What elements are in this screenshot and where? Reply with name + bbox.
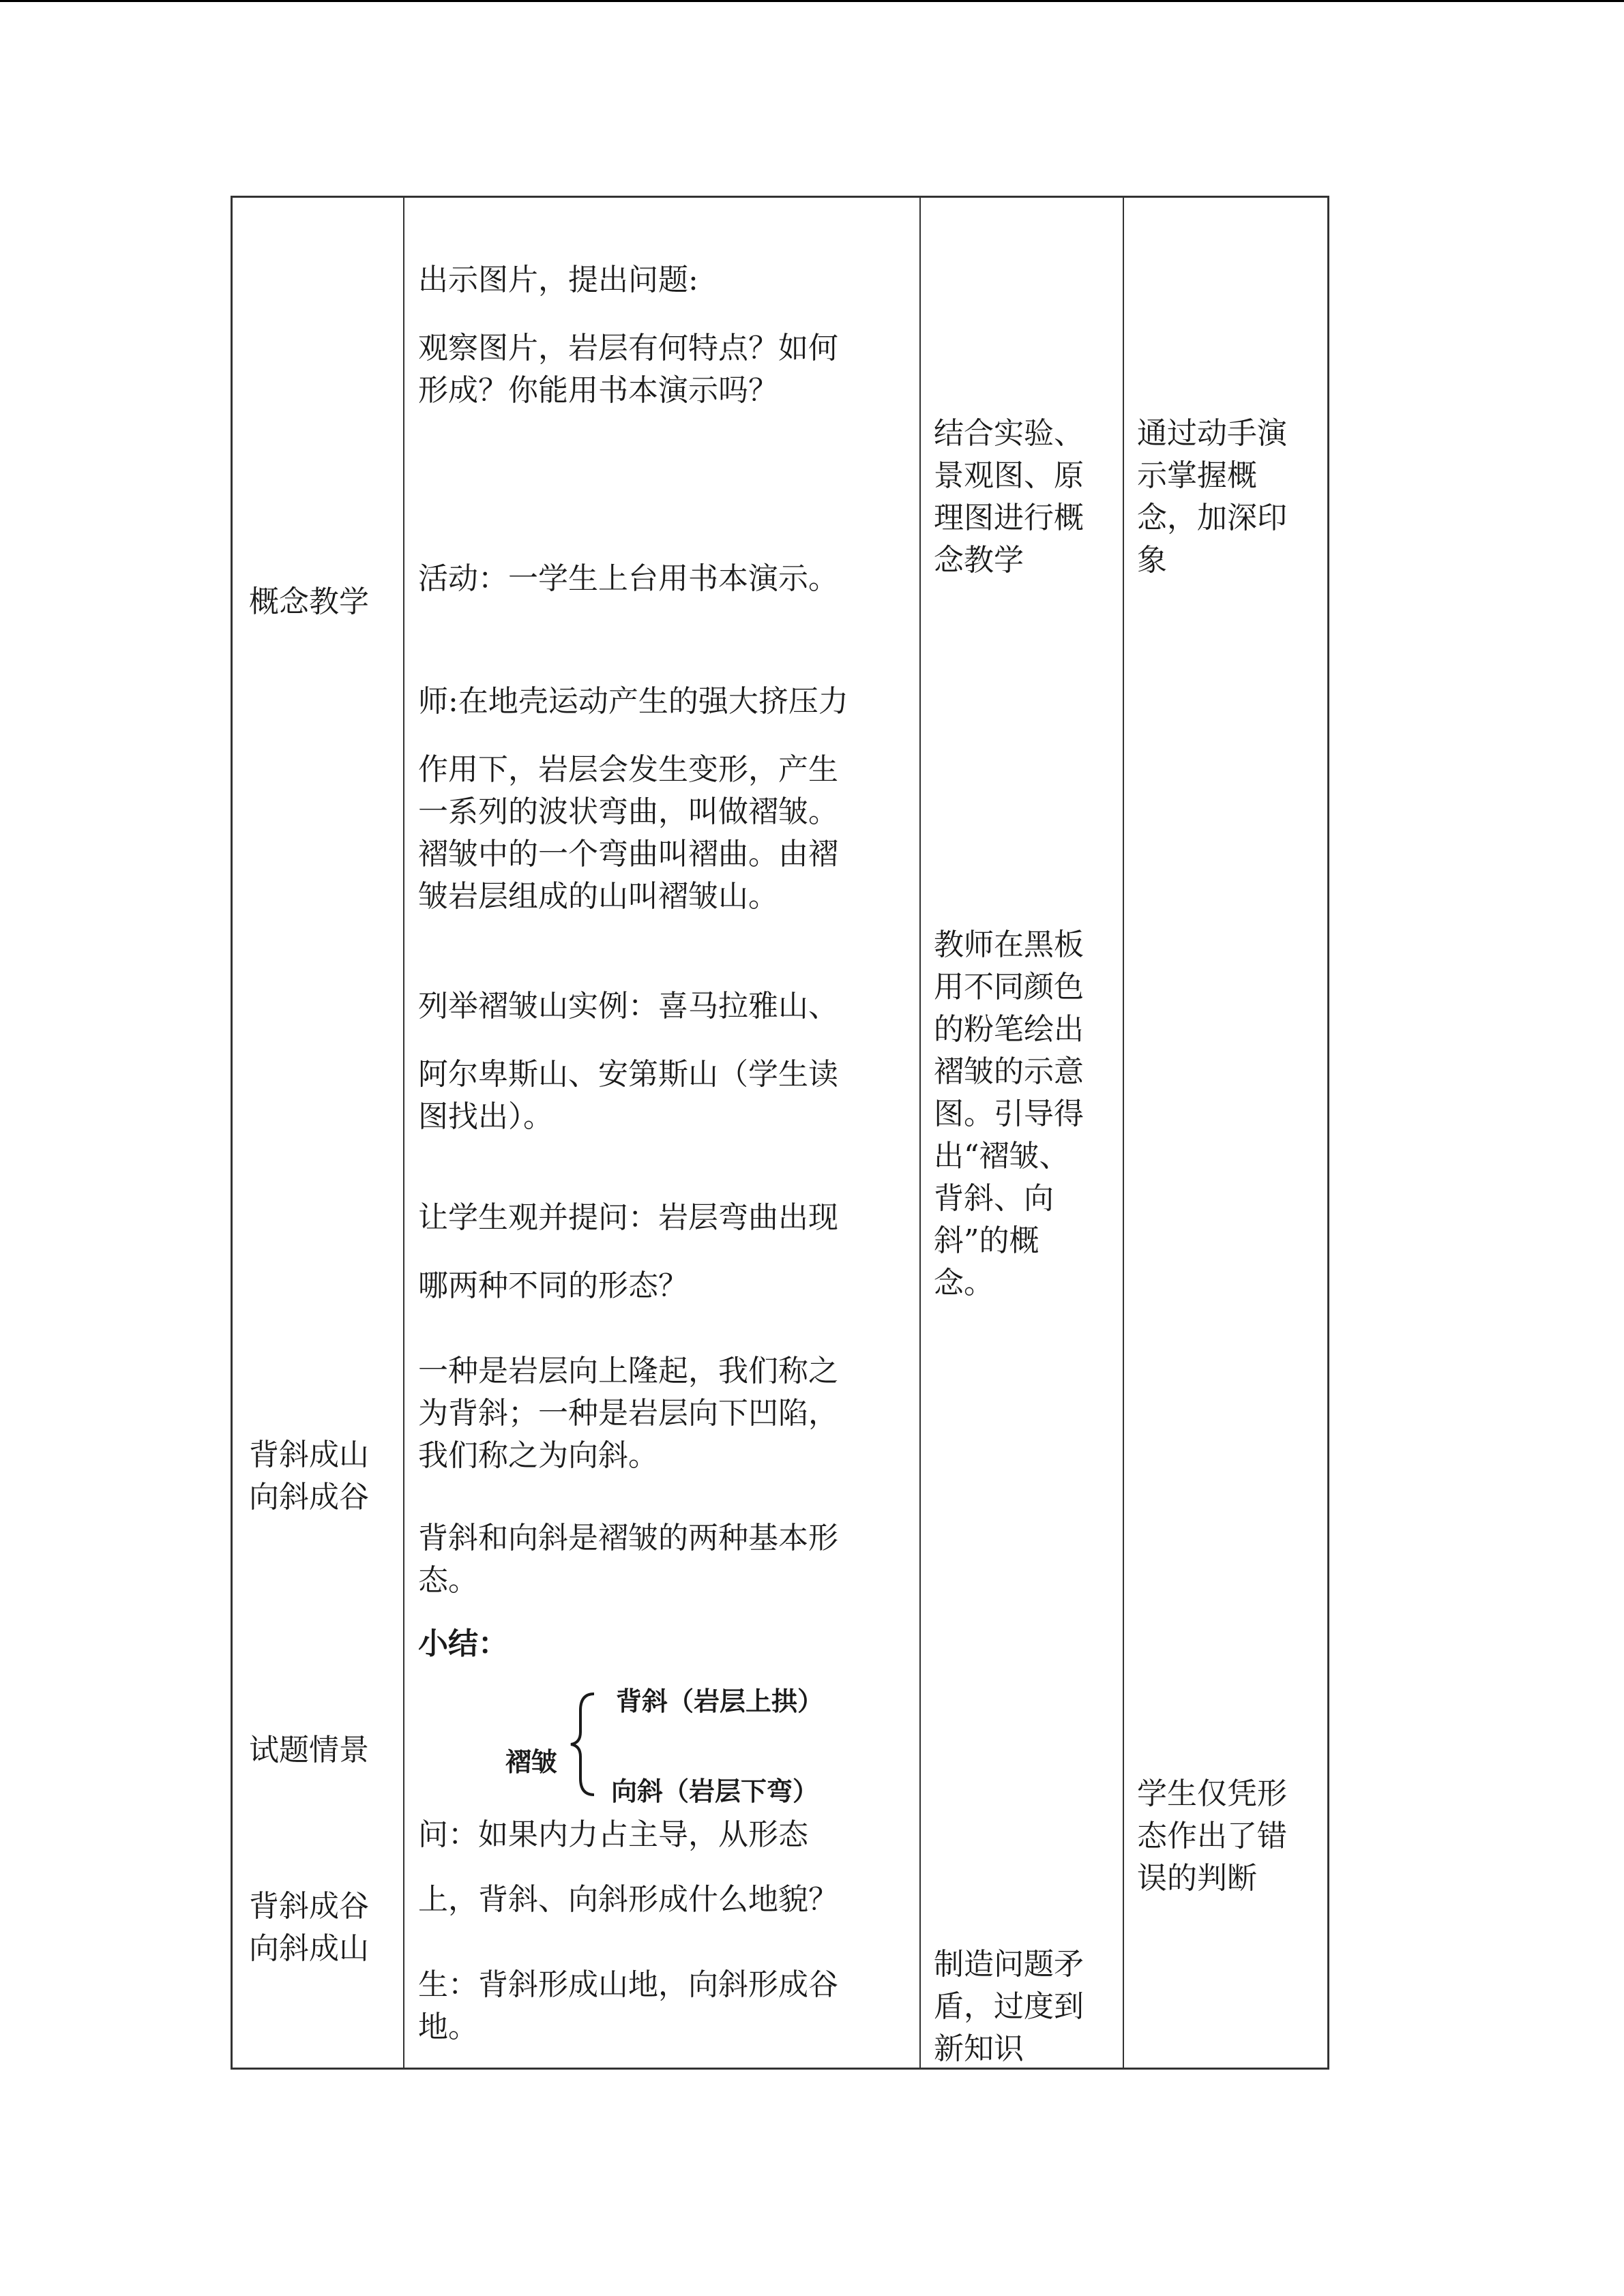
method-text: 理图进行概 (934, 501, 1084, 535)
content-text: 出示图片，提出问题: (418, 263, 698, 297)
method-text: 念。 (934, 1266, 994, 1300)
content-text: 为背斜；一种是岩层向下凹陷， (418, 1396, 838, 1431)
column-divider (403, 198, 404, 2068)
method-text: 背斜、向 (934, 1181, 1054, 1216)
content-text: 观察图片，岩层有何特点？如何 (418, 331, 838, 366)
method-text: 图。引导得 (934, 1097, 1084, 1131)
method-text: 教师在黑板 (934, 927, 1084, 962)
intent-text: 象 (1137, 543, 1167, 578)
intent-text: 误的判断 (1137, 1861, 1257, 1896)
method-text: 出“褶皱、 (934, 1139, 1069, 1174)
content-text: 让学生观并提问：岩层弯曲出现 (418, 1200, 838, 1235)
content-text: 态。 (418, 1563, 478, 1598)
content-text: 一种是岩层向上隆起，我们称之 (418, 1354, 838, 1388)
section-label: 背斜成山 (249, 1437, 369, 1472)
column-divider (1123, 198, 1124, 2068)
content-text: 生：背斜形成山地，向斜形成谷 (418, 1967, 838, 2002)
method-text: 结合实验、 (934, 416, 1084, 451)
content-text: 作用下，岩层会发生变形，产生 (418, 752, 838, 787)
content-text: 褶皱中的一个弯曲叫褶曲。由褶 (418, 837, 838, 871)
diagram-upper-label: 背斜（岩层上拱） (616, 1686, 824, 1716)
content-text: 我们称之为向斜。 (418, 1438, 658, 1473)
content-text: 背斜和向斜是褶皱的两种基本形 (418, 1521, 838, 1555)
content-text: 一系列的波状弯曲，叫做褶皱。 (418, 794, 838, 829)
content-text: 师:在地壳运动产生的强大挤压力 (418, 684, 848, 719)
method-text: 新知识 (934, 2031, 1024, 2066)
method-text: 的粉笔绘出 (934, 1012, 1084, 1047)
content-text: 形成？你能用书本演示吗？ (418, 373, 778, 408)
summary-label: 小结： (418, 1626, 508, 1661)
content-text: 皱岩层组成的山叫褶皱山。 (418, 879, 778, 914)
method-text: 用不同颜色 (934, 970, 1084, 1004)
intent-text: 学生仅凭形 (1137, 1776, 1287, 1811)
intent-text: 念，加深印 (1137, 501, 1287, 535)
content-text: 阿尔卑斯山、安第斯山（学生读 (418, 1057, 838, 1092)
content-text: 问：如果内力占主导，从形态 (418, 1817, 808, 1852)
content-text: 上，背斜、向斜形成什么地貌？ (418, 1882, 838, 1917)
brace-icon (567, 1690, 601, 1799)
column-divider (919, 198, 921, 2068)
content-text: 地。 (418, 2010, 478, 2044)
section-label: 试题情景 (249, 1733, 369, 1768)
method-text: 念教学 (934, 543, 1024, 578)
lesson-table (231, 196, 1329, 2070)
section-label: 向斜成山 (249, 1931, 369, 1966)
method-text: 制造问题矛 (934, 1947, 1084, 1982)
top-border-line (0, 0, 1624, 2)
content-text: 哪两种不同的形态？ (418, 1268, 688, 1303)
content-text: 列举褶皱山实例：喜马拉雅山、 (418, 989, 838, 1024)
diagram-lower-label: 向斜（岩层下弯） (611, 1776, 819, 1806)
intent-text: 态作出了错 (1137, 1819, 1287, 1853)
method-text: 斜”的概 (934, 1223, 1039, 1258)
intent-text: 示掌握概 (1137, 458, 1257, 493)
section-label: 背斜成谷 (249, 1889, 369, 1924)
content-text: 图找出）。 (418, 1099, 553, 1134)
method-text: 景观图、原 (934, 458, 1084, 493)
intent-text: 通过动手演 (1137, 416, 1287, 451)
method-text: 盾，过度到 (934, 1989, 1084, 2024)
method-text: 褶皱的示意 (934, 1054, 1084, 1089)
section-label: 概念教学 (249, 584, 369, 619)
section-label: 向斜成谷 (249, 1480, 369, 1515)
content-text: 活动：一学生上台用书本演示。 (418, 561, 838, 596)
diagram-root-label: 褶皱 (505, 1747, 558, 1777)
